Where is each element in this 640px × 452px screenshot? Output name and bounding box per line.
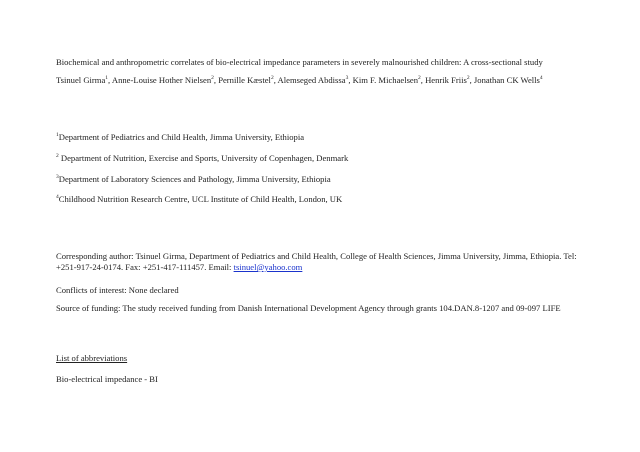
author-affiliation-number: 2 — [211, 75, 214, 82]
author-affiliation-number: 4 — [539, 75, 543, 82]
corresponding-text: Corresponding author: Tsinuel Girma, Department of Pediatrics and Child Health, College of Health Sciences, Jimma University, Jimma, Ethiopia. Tel: +251-917-24-0174. Fax: +251-417-111457. Email: — [56, 251, 577, 272]
corresponding-author — [56, 251, 584, 273]
author-affiliation-number: 1 — [105, 75, 109, 82]
affiliation-2 — [56, 153, 348, 164]
affiliation-4 — [56, 194, 342, 205]
affiliation-text: Childhood Nutrition Research Centre, UCL Institute of Child Health, London, UK — [58, 194, 343, 204]
author-name: Henrik Friis — [425, 75, 467, 85]
abbreviation-item: Bio-electrical impedance - BI — [56, 374, 158, 384]
abbreviations-heading: List of abbreviations — [56, 353, 128, 363]
author-name: Kim F. Michaelsen — [352, 75, 419, 85]
author-affiliation-number: 2 — [466, 75, 470, 82]
author-list: Tsinuel Girma$^1$, Anne-Louise Hother Nielsen$^2$, Pernille Kæstel$^2$, Alemseged Abdissa$^3$, Kim F. Michaelsen$^2$, Henrik Friis$^2$, Jonathan CK Wells$^4$ — [56, 75, 543, 85]
author-name: Tsinuel Girma — [56, 75, 106, 85]
affiliation-text: Department of Laboratory Sciences and Pathology, Jimma University, Ethiopia — [58, 174, 331, 184]
affiliation-number: 1 — [56, 132, 59, 139]
paper-title: Biochemical and anthropometric correlates of bio-electrical impedance parameters in severely malnourished children: A cross-sectional study — [56, 57, 543, 67]
affiliation-number: 2 — [56, 153, 59, 160]
conflicts-statement: Conflicts of interest: None declared — [56, 285, 179, 295]
author-name: Anne-Louise Hother Nielsen — [111, 75, 212, 85]
affiliation-text: Department of Pediatrics and Child Health, Jimma University, Ethiopia — [58, 132, 305, 142]
author-affiliation-number: 2 — [270, 75, 274, 82]
email-link[interactable]: tsinuel@yahoo.com — [233, 262, 303, 272]
affiliation-number: 3 — [56, 174, 59, 181]
affiliation-text: Department of Nutrition, Exercise and Sports, University of Copenhagen, Denmark — [58, 153, 349, 163]
affiliation-3 — [56, 174, 331, 185]
affiliation-number: 4 — [56, 194, 59, 201]
affiliation-1 — [56, 132, 304, 143]
funding-statement: Source of funding: The study received funding from Danish International Development Agency through grants 104.DAN.8-1207 and 09-097 LIFE — [56, 303, 561, 313]
author-name: Pernille Kæstel — [218, 75, 271, 85]
author-affiliation-number: 2 — [418, 75, 421, 82]
author-affiliation-number: 3 — [345, 75, 349, 82]
author-name: Alemseged Abdissa — [277, 75, 346, 85]
author-name: Jonathan CK Wells — [473, 75, 540, 85]
